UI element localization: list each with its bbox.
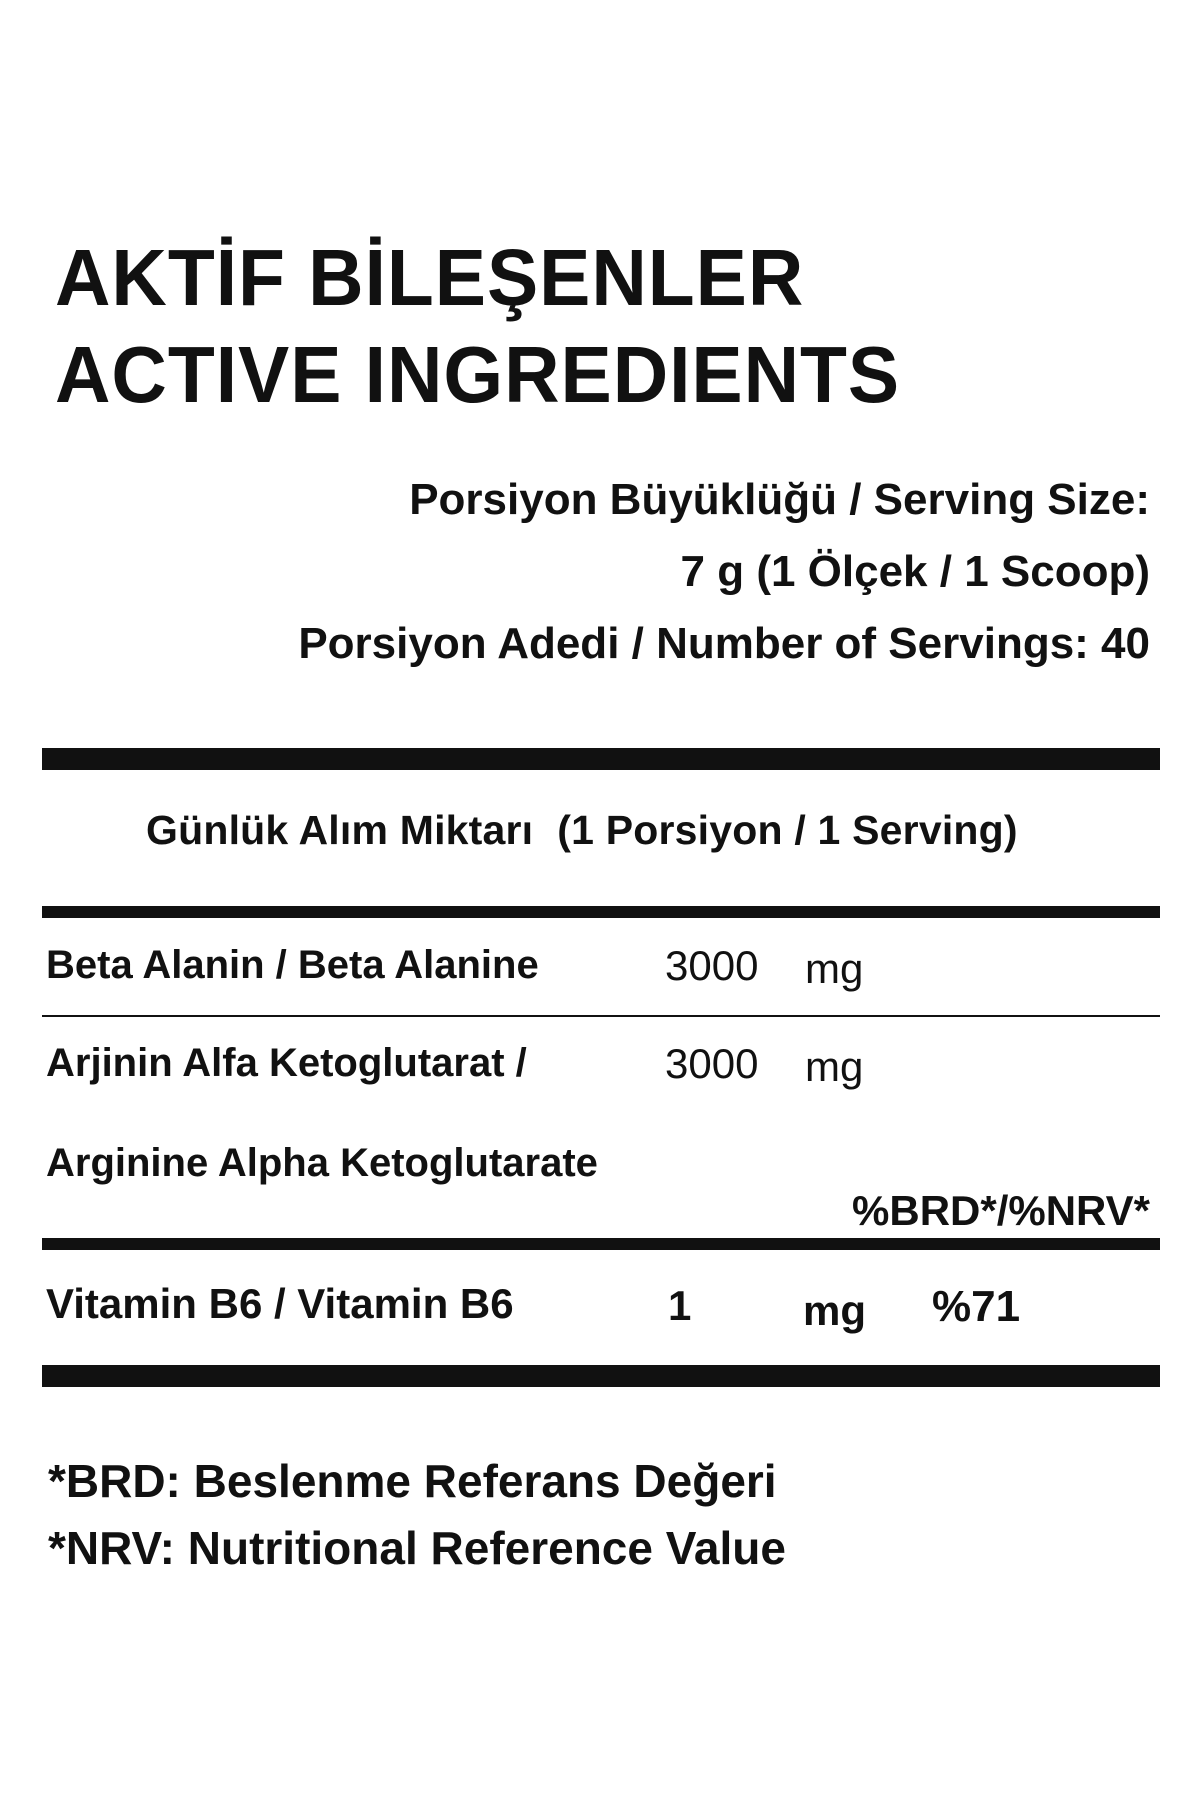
divider-thin [42,1015,1160,1017]
serving-size-value: 7 g (1 Ölçek / 1 Scoop) [680,547,1150,596]
ingredient-nrv-vitamin-b6: %71 [932,1282,1021,1331]
nrv-column-header: %BRD*/%NRV* [852,1187,1150,1234]
ingredient-amount-akg: 3000 [665,1040,759,1087]
ingredient-unit-akg: mg [805,1043,864,1090]
ingredient-unit-vitamin-b6: mg [803,1287,866,1334]
divider-header [42,906,1160,918]
daily-intake-label: Günlük Alım Miktarı [146,807,534,853]
ingredient-name-akg-turkish: Arjinin Alfa Ketoglutarat / [46,1041,527,1085]
number-of-servings: Porsiyon Adedi / Number of Servings: 40 [298,619,1150,668]
ingredient-amount-beta-alanine: 3000 [665,942,759,989]
ingredient-name-vitamin-b6: Vitamin B6 / Vitamin B6 [46,1280,514,1327]
ingredient-name-beta-alanine: Beta Alanin / Beta Alanine [46,943,539,987]
divider-thick-bottom [42,1365,1160,1387]
title-turkish: AKTİF BİLEŞENLER [55,233,805,322]
serving-size-label: Porsiyon Büyüklüğü / Serving Size: [409,475,1150,524]
footnote-brd: *BRD: Beslenme Referans Değeri [48,1455,777,1507]
divider-thick-top [42,748,1160,770]
table-header [146,807,1018,853]
ingredient-amount-vitamin-b6: 1 [668,1282,692,1329]
ingredient-name-akg-english: Arginine Alpha Ketoglutarate [46,1141,598,1185]
title-english: ACTIVE INGREDIENTS [55,330,901,419]
ingredient-unit-beta-alanine: mg [805,945,864,992]
divider-vitamin [42,1238,1160,1250]
footnote-nrv: *NRV: Nutritional Reference Value [48,1522,786,1574]
per-serving-label: (1 Porsiyon / 1 Serving) [557,807,1018,853]
